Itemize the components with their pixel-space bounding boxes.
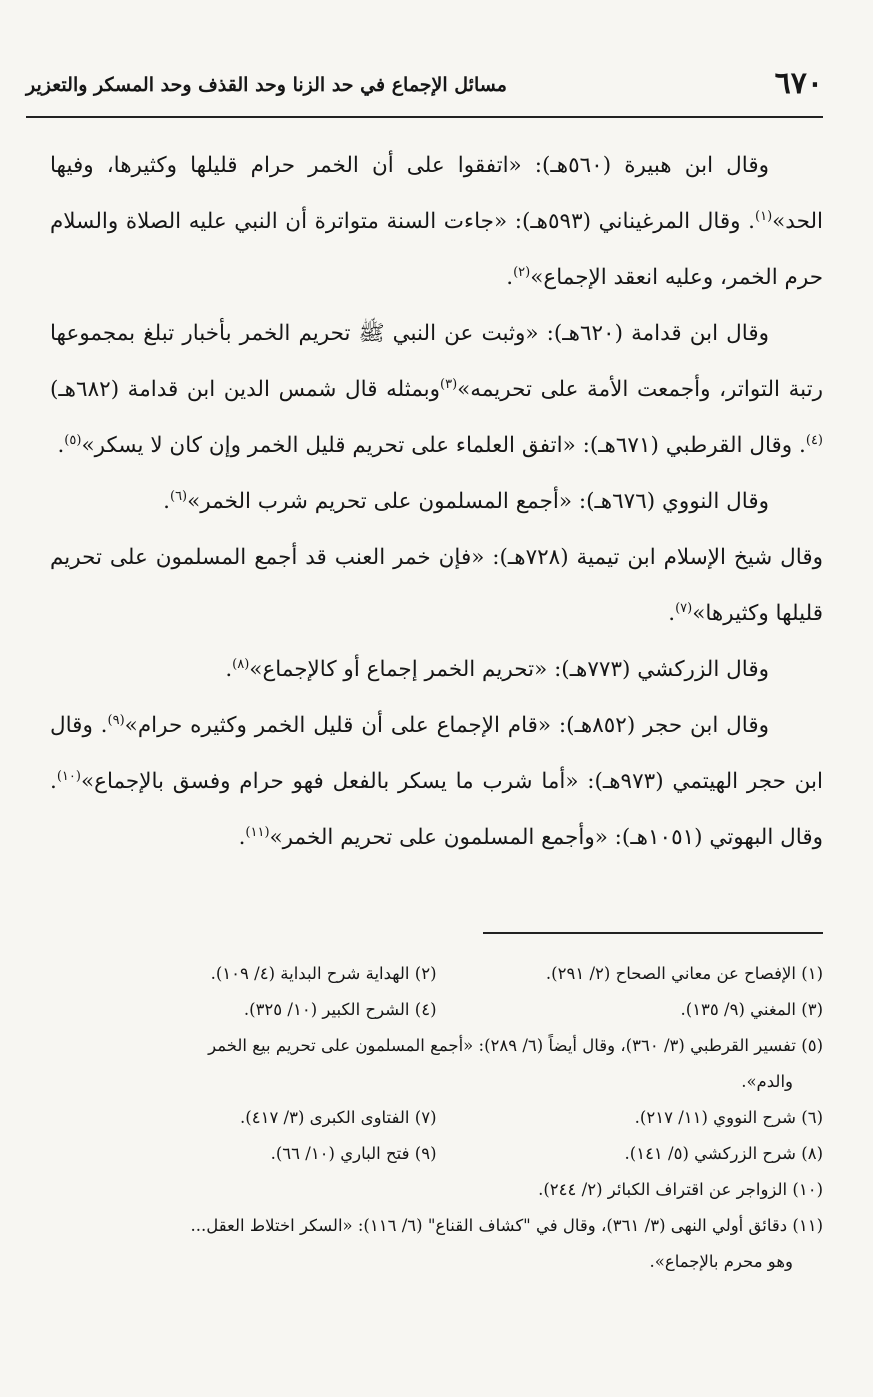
running-title: مسائل الإجماع في حد الزنا وحد القذف وحد المسكر والتعزير [26,74,507,96]
footnote-3: (٣) المغني (٩/ ١٣٥). [680,1000,823,1019]
footnote-11: (١١) دقائق أولي النهى (٣/ ٣٦١)، وقال في "كشاف القناع" (٦/ ١١٦): «السكر اختلاط العقل... [190,1216,823,1235]
footnote-ref[interactable]: (٨) [232,656,250,672]
paragraph-3: وقال النووي (٦٧٦هـ): «أجمع المسلمون على تحريم شرب الخمر»$^{(٦)}$. [163,488,769,514]
footnote-row [50,956,823,992]
paragraph-5: وقال الزركشي (٧٧٣هـ): «تحريم الخمر إجماع أو كالإجماع»$^{(٨)}$. [225,656,769,682]
footnote-ref[interactable]: (١٠) [56,768,81,784]
footnote-ref[interactable]: (٢) [513,264,531,280]
footnote-ref[interactable]: (٣) [440,376,458,392]
footnote-9: (٩) فتح الباري (١٠/ ٦٦). [270,1144,437,1163]
footnote-ref[interactable]: (١١) [245,824,270,840]
footnotes [50,956,823,1280]
paragraph-4: وقال شيخ الإسلام ابن تيمية (٧٢٨هـ): «فإن خمر العنب قد أجمع المسلمون على تحريم قليلها وكثيرها»$^{(٧)}$. [50,545,823,626]
footnote-ref[interactable]: (٥) [64,432,82,448]
footnote-7: (٧) الفتاوى الكبرى (٣/ ٤١٧). [240,1108,437,1127]
footnote-ref[interactable]: (٤) [805,432,823,448]
footnote-2: (٢) الهداية شرح البداية (٤/ ١٠٩). [210,964,437,983]
footnote-ref[interactable]: (١) [755,208,773,224]
footnote-8: (٨) شرح الزركشي (٥/ ١٤١). [624,1144,823,1163]
footnote-row [50,1100,823,1136]
footnote-ref[interactable]: (٩) [107,712,125,728]
footnote-1: (١) الإفصاح عن معاني الصحاح (٢/ ٢٩١). [545,964,823,983]
footnote-ref[interactable]: (٧) [675,600,693,616]
footnote-6: (٦) شرح النووي (١١/ ٢١٧). [634,1108,823,1127]
footnote-11-continued: وهو محرم بالإجماع». [649,1252,793,1271]
paragraph-2: وقال ابن قدامة (٦٢٠هـ): «وثبت عن النبي ﷺ تحريم الخمر بأخبار تبلغ بمجموعها رتبة التواتر، وأجمعت الأمة على تحريمه»$^{(٣)}$وبمثله قال شمس الدين ابن قدامة (٦٨٢هـ)$^{(٤)}$. وقال القرطبي (٦٧١هـ): «اتفق العلماء على تحريم قليل الخمر وإن كان لا يسكر»$^{(٥)}$. [50,321,823,458]
footnote-5-continued: والدم». [741,1072,793,1091]
footnote-ref[interactable]: (٦) [169,488,188,504]
main-text [50,138,823,866]
page-header [26,60,823,118]
paragraph-6: وقال ابن حجر (٨٥٢هـ): «قام الإجماع على أن قليل الخمر وكثيره حرام»$^{(٩)}$. وقال ابن حجر الهيتمي (٩٧٣هـ): «أما شرب ما يسكر بالفعل فهو حرام وفسق بالإجماع»$^{(١٠)}$. وقال البهوتي (١٠٥١هـ): «وأجمع المسلمون على تحريم الخمر»$^{(١١)}$. [50,712,823,850]
page-number: ٦٧٠ [774,66,823,101]
footnote-10: (١٠) الزواجر عن اقتراف الكبائر (٢/ ٢٤٤). [538,1180,823,1199]
footnote-row [50,992,823,1028]
paragraph-1: وقال ابن هبيرة (٥٦٠هـ): «اتفقوا على أن الخمر حرام قليلها وكثيرها، وفيها الحد»$^{(١)}$. وقال المرغيناني (٥٩٣هـ): «جاءت السنة متواترة أن النبي عليه الصلاة والسلام حرم الخمر، وعليه انعقد الإجماع»$^{(٢)}$. [50,153,823,290]
footnote-4: (٤) الشرح الكبير (١٠/ ٣٢٥). [243,1000,437,1019]
footnote-separator [483,932,823,934]
footnote-5: (٥) تفسير القرطبي (٣/ ٣٦٠)، وقال أيضاً (٦/ ٢٨٩): «أجمع المسلمون على تحريم بيع الخمر [208,1036,823,1055]
footnote-row [50,1136,823,1172]
